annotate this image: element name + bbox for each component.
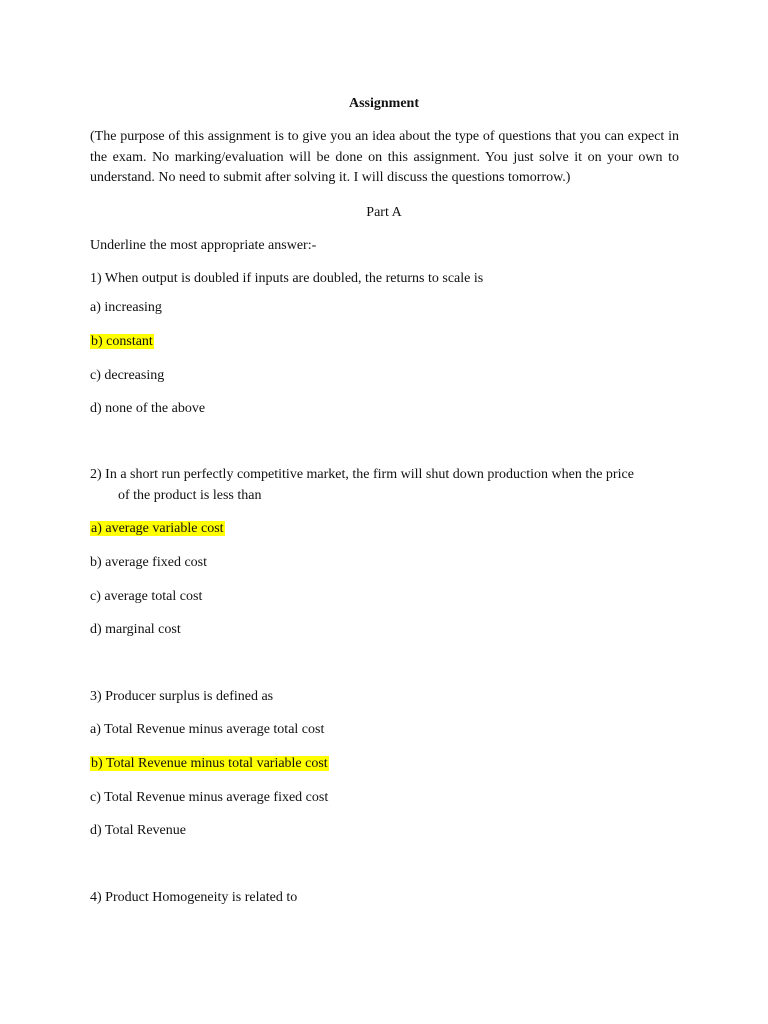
question-2-line-2: of the product is less than <box>118 488 262 503</box>
document-title: Assignment <box>348 96 419 111</box>
intro-paragraph: (The purpose of this assignment is to give you an idea about the type of questions that you can expect in the exam. No marking/evaluation will be done on this assignment. You just solve it on your own to understand. No need to submit after solving it. I will discuss the questions tomorrow.) <box>90 129 679 185</box>
q1-option-d: d) none of the above <box>90 401 206 416</box>
q3-option-b <box>90 754 329 774</box>
question-3: 3) Producer surplus is defined as <box>90 689 274 704</box>
part-heading: Part A <box>366 205 402 220</box>
q1-option-b <box>90 332 154 352</box>
q3-option-a: a) Total Revenue minus average total cost <box>90 722 325 737</box>
q3-option-d: d) Total Revenue <box>90 823 186 838</box>
question-2-line-1: 2) In a short run perfectly competitive market, the firm will shut down production when the price <box>90 467 634 482</box>
question-1: 1) When output is doubled if inputs are doubled, the returns to scale is <box>90 271 484 286</box>
question-4: 4) Product Homogeneity is related to <box>90 890 298 905</box>
highlighted-answer: b) constant <box>91 334 153 349</box>
q1-option-c: c) decreasing <box>90 368 165 383</box>
q3-option-c: c) Total Revenue minus average fixed cost <box>90 790 329 805</box>
instruction-text: Underline the most appropriate answer:- <box>90 238 317 253</box>
highlighted-answer: b) Total Revenue minus total variable cost <box>91 756 328 771</box>
q2-option-c: c) average total cost <box>90 589 203 604</box>
highlighted-answer: a) average variable cost <box>91 521 224 536</box>
q2-option-a <box>90 519 225 539</box>
q2-option-d: d) marginal cost <box>90 622 181 637</box>
q1-option-a: a) increasing <box>90 300 162 315</box>
q2-option-b: b) average fixed cost <box>90 555 207 570</box>
